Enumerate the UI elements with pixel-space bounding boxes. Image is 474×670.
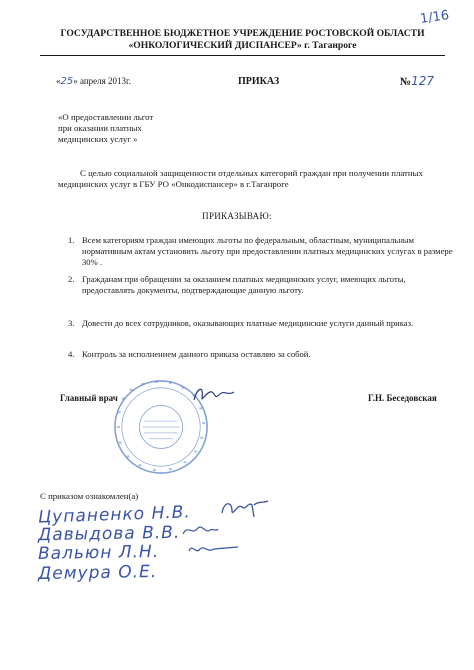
item-text: Гражданам при обращении за оказанием платных медицинских услуг, имеющих льготы, предоставлять документы, подтверждающие данную льготу. [82,274,406,295]
order-title: ПРИКАЗ [238,76,280,87]
header-line-2: «ОНКОЛОГИЧЕСКИЙ ДИСПАНСЕР» г. Таганроге [128,40,357,51]
date-day-handwritten: 25 [60,76,74,87]
order-date [56,76,131,87]
header-line-1: ГОСУДАРСТВЕННОЕ БЮДЖЕТНОЕ УЧРЕЖДЕНИЕ РОСТОВСКОЙ ОБЛАСТИ [60,28,425,39]
item-number: 3. [68,318,75,328]
order-item [68,274,460,296]
order-number-handwritten: 127 [411,74,434,88]
intro-paragraph: С целью социальной защищенности отдельных категорий граждан при получении платных медицинских услуг в ГБУ РО «Онкодиспансер» в г.Таганроге [58,168,423,189]
item-number: 2. [68,274,75,284]
item-text: Контроль за исполнением данного приказа оставляю за собой. [82,349,311,359]
subject-line-2: при оказании платных [58,123,142,133]
subject-line-3: медицинских услуг » [58,134,138,144]
order-item [68,349,460,360]
item-text: Всем категориям граждан имеющих льготы по федеральным, областным, муниципальным нормативным актам установить льготу при предоставлении платных медицинских услугах в размере 30% . [82,235,453,267]
acknowledged-person: Цупаненко Н.В. [37,502,192,528]
signature-title: Главный врач [60,393,118,403]
director-signature [190,382,238,404]
acknowledgement-signature [218,497,270,521]
order-item [68,235,460,268]
acknowledged-person: Вальюн Л.Н. [37,541,160,565]
order-number-label: № [400,76,412,88]
subject-line-1: «О предоставлении льгот [58,112,154,122]
acknowledged-person: Давыдова В.В. [37,522,181,546]
acknowledgement-label: С приказом ознакомлен(а) [40,491,139,501]
order-item [68,318,460,329]
signatory-name: Г.Н. Беседовская [368,393,437,403]
handwritten-corner-mark: 1/16 [419,8,451,27]
order-number [400,74,434,88]
order-subject [58,112,178,145]
item-number: 1. [68,235,75,245]
date-open-quote: « [56,76,61,86]
date-rest: » апреля 2013г. [73,76,131,86]
command-heading: ПРИКАЗЫВАЮ: [202,211,272,221]
acknowledged-person: Демура О.Е. [37,561,158,585]
institution-header [40,28,445,56]
item-number: 4. [68,349,75,359]
acknowledgement-signature [180,520,220,540]
acknowledgement-signature [186,539,242,559]
item-text: Довести до всех сотрудников, оказывающих платные медицинские услуги данный приказ. [82,318,414,328]
